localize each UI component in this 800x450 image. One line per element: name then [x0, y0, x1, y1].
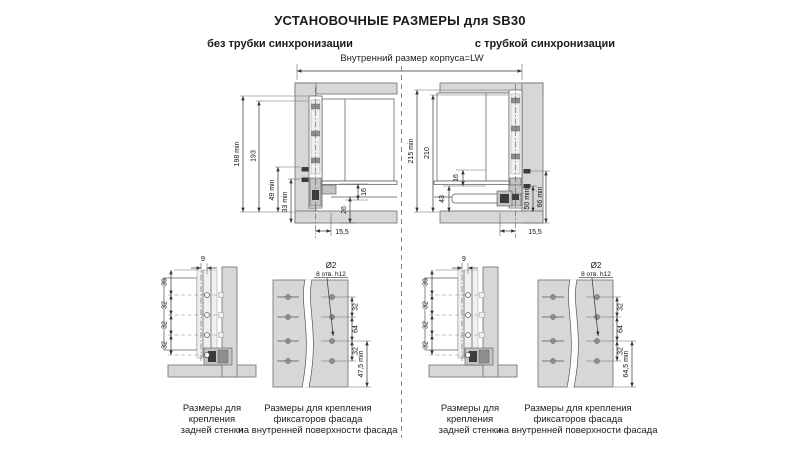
- dim-label-spacing: 39: [422, 278, 430, 286]
- caption-line: на внутренней поверхности фасада: [238, 425, 398, 436]
- dim-label-total-height: 198 min: [234, 141, 241, 167]
- caption-line: задней стенки: [438, 425, 502, 436]
- mounting-screw: [524, 169, 531, 174]
- caption-facade-with-sync: [488, 403, 668, 436]
- hole-diameter-label: Ø2: [325, 261, 337, 270]
- caption-line: фиксаторов фасада: [273, 414, 363, 425]
- hole-count-label: 8 отв. h12: [581, 271, 611, 278]
- hole-count-label: 8 отв. h12: [316, 271, 346, 278]
- dim-label-total-height: 215 min: [408, 138, 415, 164]
- dim-label-lower-hole: 33 min: [282, 191, 289, 213]
- mounting-screw: [524, 184, 531, 189]
- dim-label-spacing: 32: [617, 303, 625, 311]
- mounting-screw: [302, 167, 309, 172]
- dim-label-spacing: 32: [422, 321, 430, 329]
- dim-label-top-offset: 9: [462, 256, 466, 263]
- dim-label-spacing: 32: [422, 341, 430, 349]
- dim-label-spacing: 32: [617, 347, 625, 355]
- dim-label-upper-hole: 66 min: [537, 186, 544, 208]
- dim-label-lower-hole: 50 min: [524, 188, 531, 210]
- caption-facade-no-sync: [228, 403, 408, 436]
- dim-label-spacing: 32: [161, 341, 169, 349]
- caption-line: крепления: [446, 414, 494, 425]
- dim-label-spacing: 32: [161, 301, 169, 309]
- dim-label-min: 64,5 min: [623, 350, 630, 378]
- dim-label-bottom-clearance: 26: [341, 206, 348, 214]
- dim-label-side-offset: 15,5: [528, 229, 542, 236]
- dim-label-spacing: 64: [617, 325, 625, 333]
- caption-line: Размеры для: [440, 403, 500, 414]
- dim-label-spacing: 32: [352, 347, 360, 355]
- dim-label-side-offset: 15,5: [335, 229, 349, 236]
- diagram-without-sync-tube: [234, 83, 397, 238]
- sync-tube: [452, 194, 500, 203]
- diagram-with-sync-tube: [408, 83, 550, 238]
- dimension-labels: [353, 303, 366, 377]
- dim-label-spacing: 32: [352, 303, 360, 311]
- dim-label-spacing: 32: [161, 321, 169, 329]
- caption-line: задней стенки: [180, 425, 244, 436]
- lw-dimension: [297, 64, 522, 80]
- section-header-with-sync: с трубкой синхронизации: [474, 38, 616, 50]
- dimension-labels: [618, 303, 631, 377]
- diagram-facade-with-sync: [538, 261, 636, 387]
- dim-label-top-offset: 9: [201, 256, 205, 263]
- dim-label-upper-hole: 49 min: [269, 179, 276, 201]
- dim-label-step: 16: [453, 174, 460, 182]
- caption-line: крепления: [188, 414, 236, 425]
- dim-label-spacing: 64: [352, 325, 360, 333]
- hole-diameter-label: Ø2: [590, 261, 602, 270]
- dim-label-spacing: 39: [161, 278, 169, 286]
- caption-line: Размеры для крепления: [524, 403, 632, 414]
- dim-label-inner-height: 193: [250, 150, 258, 162]
- dim-label-min: 47,5 min: [358, 350, 365, 378]
- dim-label-step: 16: [361, 188, 368, 196]
- dim-label-tube-height: 43: [439, 195, 446, 203]
- lw-dimension-label: Внутренний размер корпуса=LW: [340, 53, 484, 64]
- diagram-rear-wall-no-sync: [162, 256, 257, 377]
- diagram-rear-wall-with-sync: [423, 256, 518, 377]
- diagram-facade-no-sync: [273, 261, 371, 387]
- caption-line: Размеры для крепления: [264, 403, 372, 414]
- caption-line: на внутренней поверхности фасада: [498, 425, 658, 436]
- section-header-no-sync: без трубки синхронизации: [207, 38, 353, 50]
- caption-line: Размеры для: [182, 403, 242, 414]
- page-title: УСТАНОВОЧНЫЕ РАЗМЕРЫ для SB30: [274, 13, 526, 28]
- mounting-screw: [302, 178, 309, 183]
- caption-line: фиксаторов фасада: [533, 414, 623, 425]
- dim-label-spacing: 32: [422, 301, 430, 309]
- dim-label-inner-height: 210: [424, 147, 431, 159]
